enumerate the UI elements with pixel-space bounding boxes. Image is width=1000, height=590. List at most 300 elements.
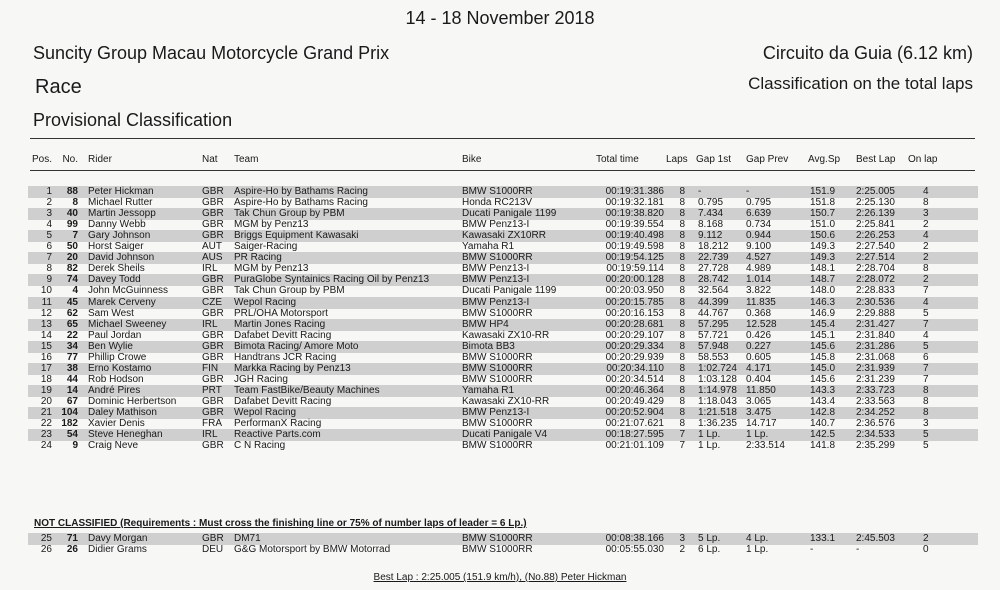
cell-pos: 14 xyxy=(40,329,52,341)
cell-pos: 10 xyxy=(40,285,52,297)
cell-gap-prev: 4.527 xyxy=(746,252,772,264)
cell-on-lap: 6 xyxy=(923,351,929,363)
cell-team: Handtrans JCR Racing xyxy=(234,351,337,363)
cell-laps: 8 xyxy=(679,395,685,407)
cell-gap-1st: 1 Lp. xyxy=(698,440,721,452)
cell-gap-1st: 58.553 xyxy=(698,351,729,363)
cell-team: MGM by Penz13 xyxy=(234,263,309,275)
cell-rider: Martin Jessopp xyxy=(88,208,156,220)
cell-gap-1st: 1 Lp. xyxy=(698,429,721,441)
col-nat: Nat xyxy=(202,154,218,165)
cell-on-lap: 7 xyxy=(923,285,929,297)
cell-pos: 25 xyxy=(40,533,52,544)
cell-best-lap: 2:31.840 xyxy=(856,329,895,341)
cell-avg-speed: 140.7 xyxy=(810,418,836,430)
cell-bike: BMW S1000RR xyxy=(462,544,533,555)
cell-on-lap: 7 xyxy=(923,373,929,385)
cell-pos: 12 xyxy=(40,307,52,319)
cell-avg-speed: 143.3 xyxy=(810,384,836,396)
cell-pos: 1 xyxy=(46,186,52,197)
cell-pos: 19 xyxy=(40,384,52,396)
cell-on-lap: 7 xyxy=(923,362,929,374)
cell-team: PerformanX Racing xyxy=(234,418,322,430)
cell-on-lap: 4 xyxy=(923,329,929,341)
cell-gap-1st: 0.795 xyxy=(698,197,724,209)
cell-avg-speed: 145.6 xyxy=(810,340,836,352)
cell-pos: 20 xyxy=(40,395,52,407)
cell-total-time: 00:19:49.598 xyxy=(605,241,664,253)
col-pos: Pos. xyxy=(31,154,52,165)
cell-pos: 7 xyxy=(46,252,52,264)
cell-best-lap: 2:31.427 xyxy=(856,318,895,330)
cell-laps: 8 xyxy=(679,219,685,231)
cell-gap-1st: 5 Lp. xyxy=(698,533,721,544)
cell-gap-1st: 1:18.043 xyxy=(698,395,737,407)
cell-gap-1st: 9.112 xyxy=(698,230,723,242)
cell-team: Dafabet Devitt Racing xyxy=(234,329,332,341)
cell-bike: BMW S1000RR xyxy=(462,533,533,544)
cell-laps: 8 xyxy=(679,384,685,396)
cell-bike: BMW S1000RR xyxy=(462,307,533,319)
cell-laps: 8 xyxy=(679,230,685,242)
cell-gap-prev: 6.639 xyxy=(746,208,772,220)
cell-gap-1st: 18.212 xyxy=(698,241,729,253)
cell-best-lap: 2:36.576 xyxy=(856,418,895,430)
cell-avg-speed: 145.6 xyxy=(810,373,836,385)
cell-pos: 15 xyxy=(40,340,52,352)
document-subtitle: Provisional Classification xyxy=(33,110,233,130)
cell-avg-speed: 145.0 xyxy=(810,362,836,374)
cell-best-lap: 2:25.130 xyxy=(856,197,895,209)
cell-gap-1st: 57.295 xyxy=(698,318,729,330)
cell-nat: GBR xyxy=(202,186,224,197)
cell-best-lap: 2:31.239 xyxy=(856,373,895,385)
cell-gap-prev: 4 Lp. xyxy=(746,533,769,544)
cell-laps: 8 xyxy=(679,296,685,308)
cell-bike: Yamaha R1 xyxy=(462,241,515,253)
cell-avg-speed: 145.4 xyxy=(810,318,836,330)
cell-avg-speed: 151.9 xyxy=(810,186,836,197)
cell-total-time: 00:20:46.364 xyxy=(605,384,664,396)
cell-laps: 8 xyxy=(679,285,685,297)
cell-laps: 7 xyxy=(679,429,685,441)
cell-nat: GBR xyxy=(202,395,224,407)
cell-avg-speed: 150.6 xyxy=(810,230,836,242)
col-no: No. xyxy=(62,154,78,165)
cell-gap-prev: 3.475 xyxy=(746,407,772,418)
cell-total-time: 00:20:34.110 xyxy=(606,362,664,374)
cell-gap-prev: 0.426 xyxy=(746,329,772,341)
cell-team: MGM by Penz13 xyxy=(234,219,309,231)
cell-no: 54 xyxy=(66,429,78,441)
cell-best-lap: 2:27.540 xyxy=(856,241,895,253)
cell-gap-prev: 1.014 xyxy=(746,274,772,286)
cell-rider: Didier Grams xyxy=(88,544,147,555)
cell-total-time: 00:19:59.114 xyxy=(606,263,664,275)
cell-pos: 16 xyxy=(40,351,52,363)
cell-avg-speed: 145.8 xyxy=(810,351,836,363)
cell-bike: Kawasaki ZX10RR xyxy=(462,230,546,242)
col-total-time: Total time xyxy=(596,154,639,165)
cell-bike: Ducati Panigale 1199 xyxy=(462,285,557,297)
cell-rider: Xavier Denis xyxy=(88,418,145,430)
cell-laps: 8 xyxy=(679,186,685,197)
cell-on-lap: 2 xyxy=(923,533,929,544)
cell-team: Aspire-Ho by Bathams Racing xyxy=(234,186,368,197)
cell-on-lap: 7 xyxy=(923,318,929,330)
table-row xyxy=(28,544,978,556)
cell-avg-speed: 145.1 xyxy=(810,329,836,341)
cell-no: 8 xyxy=(72,197,78,209)
cell-total-time: 00:19:32.181 xyxy=(605,197,664,209)
cell-team: C N Racing xyxy=(234,440,286,452)
cell-nat: FIN xyxy=(202,362,219,374)
cell-no: 99 xyxy=(66,219,78,231)
cell-no: 34 xyxy=(66,340,78,352)
cell-no: 62 xyxy=(66,307,78,319)
cell-gap-1st: 44.767 xyxy=(698,307,729,319)
cell-no: 50 xyxy=(66,241,78,253)
cell-nat: IRL xyxy=(202,429,218,441)
cell-avg-speed: 151.0 xyxy=(810,219,836,231)
cell-no: 9 xyxy=(72,440,78,452)
cell-gap-prev: 3.822 xyxy=(746,285,772,297)
cell-team: Tak Chun Group by PBM xyxy=(234,285,345,297)
cell-no: 40 xyxy=(66,208,78,220)
cell-best-lap: 2:28.072 xyxy=(856,274,895,286)
cell-no: 26 xyxy=(66,544,78,555)
cell-team: G&G Motorsport by BMW Motorrad xyxy=(234,544,391,555)
cell-gap-1st: 1:02.724 xyxy=(698,362,737,374)
classification-note: Classification on the total laps xyxy=(748,74,973,93)
cell-total-time: 00:19:38.820 xyxy=(605,208,664,220)
cell-team: PuraGlobe Syntainics Racing Oil by Penz13 xyxy=(234,274,430,286)
cell-team: Tak Chun Group by PBM xyxy=(234,208,345,220)
cell-bike: BMW S1000RR xyxy=(462,252,533,264)
cell-best-lap: 2:25.005 xyxy=(856,186,895,197)
cell-rider: Peter Hickman xyxy=(88,186,154,197)
cell-laps: 3 xyxy=(679,533,685,544)
cell-on-lap: 2 xyxy=(923,219,929,231)
cell-nat: GBR xyxy=(202,208,224,220)
cell-pos: 24 xyxy=(40,440,52,452)
cell-bike: Kawasaki ZX10-RR xyxy=(462,329,550,341)
cell-pos: 8 xyxy=(46,263,52,275)
cell-bike: BMW Penz13-I xyxy=(462,263,530,275)
col-laps: Laps xyxy=(666,154,688,165)
cell-total-time: 00:20:15.785 xyxy=(605,296,664,308)
cell-laps: 8 xyxy=(679,197,685,209)
cell-best-lap: 2:31.939 xyxy=(856,362,895,374)
cell-no: 14 xyxy=(66,384,78,396)
cell-rider: Steve Heneghan xyxy=(88,429,163,441)
cell-on-lap: 3 xyxy=(923,418,929,430)
cell-nat: GBR xyxy=(202,329,224,341)
cell-gap-1st: 1:21.518 xyxy=(698,407,737,418)
cell-rider: Daley Mathison xyxy=(88,407,157,418)
cell-no: 74 xyxy=(66,274,78,286)
cell-avg-speed: 150.7 xyxy=(810,208,836,220)
cell-nat: IRL xyxy=(202,263,218,275)
cell-gap-1st: 1:14.978 xyxy=(698,384,737,396)
cell-laps: 8 xyxy=(679,274,685,286)
cell-rider: Erno Kostamo xyxy=(88,362,152,374)
cell-laps: 8 xyxy=(679,351,685,363)
cell-team: Dafabet Devitt Racing xyxy=(234,395,332,407)
cell-laps: 8 xyxy=(679,318,685,330)
cell-pos: 9 xyxy=(46,274,52,286)
cell-nat: DEU xyxy=(202,544,224,555)
cell-laps: 7 xyxy=(679,440,685,452)
cell-team: Wepol Racing xyxy=(234,407,297,418)
cell-avg-speed: 141.8 xyxy=(810,440,836,452)
cell-gap-1st: 32.564 xyxy=(698,285,729,297)
cell-best-lap: 2:31.068 xyxy=(856,351,895,363)
cell-avg-speed: 151.8 xyxy=(810,197,836,209)
cell-rider: Davy Morgan xyxy=(88,533,148,544)
cell-total-time: 00:21:01.109 xyxy=(605,440,664,452)
cell-team: JGH Racing xyxy=(234,373,288,385)
cell-on-lap: 4 xyxy=(923,230,929,242)
cell-avg-speed: 142.5 xyxy=(810,429,836,441)
cell-on-lap: 5 xyxy=(923,307,929,319)
cell-total-time: 00:20:03.950 xyxy=(605,285,664,297)
cell-on-lap: 4 xyxy=(923,296,929,308)
cell-gap-prev: 14.717 xyxy=(746,418,777,430)
cell-bike: Honda RC213V xyxy=(462,197,533,209)
cell-best-lap: 2:33.723 xyxy=(856,384,895,396)
cell-nat: CZE xyxy=(202,296,222,308)
cell-nat: GBR xyxy=(202,440,224,452)
cell-bike: BMW S1000RR xyxy=(462,186,533,197)
cell-no: 182 xyxy=(61,418,78,430)
cell-rider: André Pires xyxy=(88,384,141,396)
cell-rider: Ben Wylie xyxy=(88,340,133,352)
cell-gap-prev: 4.989 xyxy=(746,263,772,275)
cell-no: 20 xyxy=(66,252,78,264)
cell-gap-1st: 22.739 xyxy=(698,252,729,264)
cell-rider: David Johnson xyxy=(88,252,155,264)
cell-avg-speed: 133.1 xyxy=(810,533,836,544)
cell-team: PRL/OHA Motorsport xyxy=(234,307,328,319)
cell-gap-prev: 9.100 xyxy=(746,241,772,253)
cell-gap-1st: 8.168 xyxy=(698,219,724,231)
cell-nat: GBR xyxy=(202,230,224,242)
cell-gap-1st: 1:36.235 xyxy=(698,418,737,430)
cell-bike: BMW S1000RR xyxy=(462,351,533,363)
cell-best-lap: 2:26.253 xyxy=(856,230,895,242)
cell-total-time: 00:19:54.125 xyxy=(605,252,664,264)
cell-nat: FRA xyxy=(202,418,222,430)
cell-pos: 4 xyxy=(46,219,52,231)
cell-no: 38 xyxy=(66,362,78,374)
cell-gap-prev: 1 Lp. xyxy=(746,429,769,441)
cell-on-lap: 8 xyxy=(923,263,929,275)
cell-pos: 23 xyxy=(40,429,52,441)
cell-gap-prev: 0.404 xyxy=(746,373,772,385)
cell-best-lap: 2:35.299 xyxy=(856,440,895,452)
cell-nat: GBR xyxy=(202,285,224,297)
cell-rider: Phillip Crowe xyxy=(88,351,147,363)
cell-best-lap: 2:26.139 xyxy=(856,208,895,220)
cell-gap-prev: 0.795 xyxy=(746,197,772,209)
cell-laps: 8 xyxy=(679,263,685,275)
cell-no: 67 xyxy=(66,395,78,407)
cell-on-lap: 2 xyxy=(923,252,929,264)
cell-no: 82 xyxy=(66,263,78,275)
cell-total-time: 00:20:16.153 xyxy=(605,307,664,319)
cell-on-lap: 0 xyxy=(923,544,929,555)
cell-pos: 22 xyxy=(40,418,52,430)
divider xyxy=(30,138,975,139)
cell-nat: GBR xyxy=(202,407,224,418)
cell-pos: 13 xyxy=(40,318,52,330)
cell-pos: 3 xyxy=(46,208,52,220)
cell-pos: 26 xyxy=(40,544,52,555)
session-title: Race xyxy=(35,76,82,98)
cell-nat: IRL xyxy=(202,318,218,330)
cell-bike: BMW HP4 xyxy=(462,318,509,330)
cell-gap-prev: 0.944 xyxy=(746,230,772,242)
cell-laps: 8 xyxy=(679,362,685,374)
cell-rider: Craig Neve xyxy=(88,440,139,452)
cell-gap-prev: 11.835 xyxy=(746,296,776,308)
cell-team: Wepol Racing xyxy=(234,296,297,308)
cell-team: Bimota Racing/ Amore Moto xyxy=(234,340,359,352)
col-gap-1st: Gap 1st xyxy=(696,154,732,165)
cell-best-lap: 2:25.841 xyxy=(856,219,895,231)
cell-gap-1st: 28.742 xyxy=(698,274,729,286)
cell-best-lap: 2:33.563 xyxy=(856,395,895,407)
cell-gap-prev: 11.850 xyxy=(746,384,776,396)
cell-gap-prev: 0.734 xyxy=(746,219,772,231)
cell-no: 71 xyxy=(66,533,78,544)
table-row xyxy=(28,440,978,452)
cell-gap-prev: 2:33.514 xyxy=(746,440,785,452)
cell-total-time: 00:20:34.514 xyxy=(605,373,664,385)
cell-nat: GBR xyxy=(202,373,224,385)
cell-pos: 2 xyxy=(46,197,52,209)
col-gap-prev: Gap Prev xyxy=(746,154,789,165)
cell-avg-speed: 146.9 xyxy=(810,307,836,319)
cell-gap-1st: - xyxy=(698,186,702,197)
cell-total-time: 00:08:38.166 xyxy=(605,533,664,544)
cell-laps: 8 xyxy=(679,252,685,264)
cell-gap-1st: 44.399 xyxy=(698,296,729,308)
cell-gap-1st: 1:03.128 xyxy=(698,373,737,385)
cell-laps: 8 xyxy=(679,373,685,385)
cell-on-lap: 3 xyxy=(923,208,929,220)
cell-best-lap: 2:31.286 xyxy=(856,340,895,352)
col-bike: Bike xyxy=(462,154,482,165)
cell-avg-speed: - xyxy=(810,544,814,555)
cell-gap-1st: 27.728 xyxy=(698,263,729,275)
cell-rider: Rob Hodson xyxy=(88,373,144,385)
event-dates: 14 - 18 November 2018 xyxy=(405,8,595,28)
col-on-lap: On lap xyxy=(908,154,938,165)
col-team: Team xyxy=(234,154,259,165)
cell-gap-prev: 4.171 xyxy=(746,362,772,374)
cell-laps: 8 xyxy=(679,407,685,418)
cell-gap-prev: 0.227 xyxy=(746,340,772,352)
cell-rider: Gary Johnson xyxy=(88,230,151,242)
cell-rider: Michael Sweeney xyxy=(88,318,167,330)
cell-rider: John McGuinness xyxy=(88,285,169,297)
cell-best-lap: - xyxy=(856,544,860,555)
cell-gap-prev: 0.605 xyxy=(746,351,772,363)
cell-pos: 18 xyxy=(40,373,52,385)
cell-best-lap: 2:28.833 xyxy=(856,285,895,297)
cell-bike: BMW Penz13-I xyxy=(462,407,530,418)
cell-nat: GBR xyxy=(202,307,224,319)
cell-team: Aspire-Ho by Bathams Racing xyxy=(234,197,368,209)
cell-best-lap: 2:34.533 xyxy=(856,429,895,441)
cell-best-lap: 2:45.503 xyxy=(856,533,895,544)
cell-avg-speed: 143.4 xyxy=(810,395,836,407)
cell-bike: BMW S1000RR xyxy=(462,373,533,385)
cell-on-lap: 8 xyxy=(923,197,929,209)
cell-team: Martin Jones Racing xyxy=(234,318,326,330)
best-lap-note: Best Lap : 2:25.005 (151.9 km/h), (No.88) Peter Hickman xyxy=(373,572,627,583)
cell-avg-speed: 148.7 xyxy=(810,274,836,286)
cell-rider: Derek Sheils xyxy=(88,263,145,275)
cell-rider: Paul Jordan xyxy=(88,329,142,341)
cell-gap-prev: 12.528 xyxy=(746,318,777,330)
cell-no: 77 xyxy=(66,351,78,363)
cell-rider: Marek Cerveny xyxy=(88,296,156,308)
cell-nat: GBR xyxy=(202,533,224,544)
event-title: Suncity Group Macau Motorcycle Grand Prix xyxy=(33,43,390,63)
divider xyxy=(30,170,975,171)
cell-bike: Yamaha R1 xyxy=(462,384,515,396)
cell-nat: GBR xyxy=(202,274,224,286)
col-best-lap: Best Lap xyxy=(856,154,896,165)
cell-pos: 17 xyxy=(40,362,52,374)
cell-laps: 2 xyxy=(679,544,685,555)
cell-rider: Dominic Herbertson xyxy=(88,395,177,407)
table-header xyxy=(28,154,978,166)
cell-bike: BMW S1000RR xyxy=(462,362,533,374)
cell-no: 22 xyxy=(66,329,78,341)
cell-total-time: 00:20:28.681 xyxy=(605,318,664,330)
cell-best-lap: 2:30.536 xyxy=(856,296,895,308)
cell-laps: 8 xyxy=(679,329,685,341)
cell-no: 4 xyxy=(72,285,78,297)
cell-total-time: 00:21:07.621 xyxy=(605,418,664,430)
cell-avg-speed: 149.3 xyxy=(810,241,836,253)
cell-best-lap: 2:27.514 xyxy=(856,252,895,264)
cell-rider: Sam West xyxy=(88,307,134,319)
cell-avg-speed: 146.3 xyxy=(810,296,836,308)
cell-best-lap: 2:29.888 xyxy=(856,307,895,319)
circuit-name: Circuito da Guia (6.12 km) xyxy=(762,43,973,63)
cell-best-lap: 2:28.704 xyxy=(856,263,895,275)
cell-team: PR Racing xyxy=(234,252,282,264)
cell-total-time: 00:19:40.498 xyxy=(605,230,664,242)
cell-avg-speed: 149.3 xyxy=(810,252,836,264)
cell-total-time: 00:20:29.334 xyxy=(605,340,664,352)
cell-team: Saiger-Racing xyxy=(234,241,298,253)
cell-laps: 8 xyxy=(679,340,685,352)
cell-on-lap: 8 xyxy=(923,395,929,407)
cell-total-time: 00:19:31.386 xyxy=(605,186,664,197)
cell-bike: Kawasaki ZX10-RR xyxy=(462,395,550,407)
cell-bike: Bimota BB3 xyxy=(462,340,515,352)
cell-avg-speed: 148.0 xyxy=(810,285,836,297)
cell-total-time: 00:20:49.429 xyxy=(605,395,664,407)
cell-on-lap: 8 xyxy=(923,407,929,418)
col-avg-speed: Avg.Sp xyxy=(808,154,841,165)
